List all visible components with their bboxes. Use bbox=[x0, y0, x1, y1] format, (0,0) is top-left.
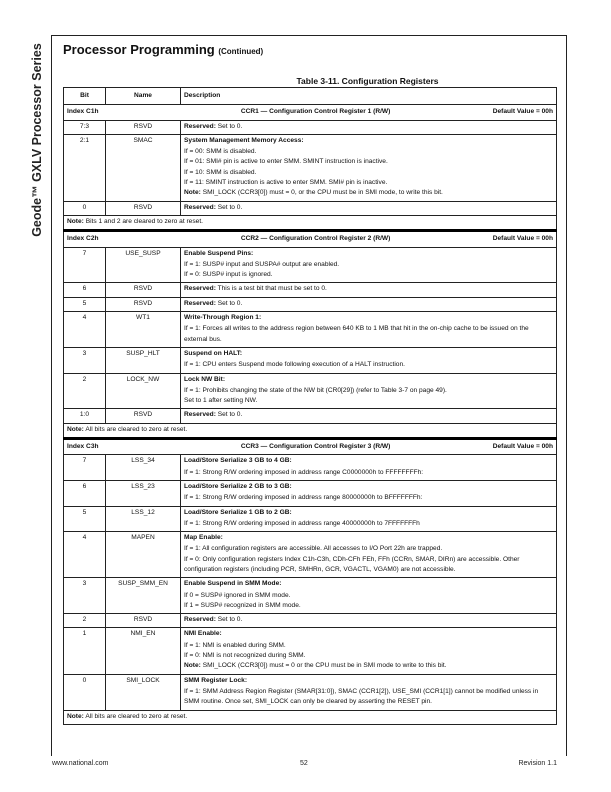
table-row bbox=[64, 347, 557, 373]
description-cell bbox=[181, 120, 557, 134]
description-title: NMI Enable: bbox=[184, 630, 222, 638]
description-text: If = 1: All configuration registers are accessible. All accesses to I/O Port 22h are trapped. bbox=[184, 545, 443, 553]
table-row bbox=[64, 455, 557, 481]
note-cell bbox=[64, 215, 557, 230]
bit-cell: 3 bbox=[64, 578, 106, 614]
footer-website: www.national.com bbox=[52, 760, 109, 767]
description-line bbox=[184, 555, 553, 576]
description-line bbox=[184, 147, 553, 157]
table-row bbox=[64, 201, 557, 215]
description-title: SMM Register Lock: bbox=[184, 676, 248, 684]
description-text: If = 1: Strong R/W ordering imposed in address range 80000000h to BFFFFFFFh: bbox=[184, 494, 423, 502]
description-line bbox=[184, 178, 553, 188]
description-heading bbox=[184, 249, 553, 260]
page-heading bbox=[63, 42, 263, 57]
bit-cell: 0 bbox=[64, 201, 106, 215]
description-text: If = 1: CPU enters Suspend mode following execution of a HALT instruction. bbox=[184, 361, 405, 369]
bit-cell: 6 bbox=[64, 480, 106, 506]
table-header-row bbox=[64, 88, 557, 105]
section-header-row bbox=[64, 231, 557, 247]
description-text: If = 0: NMI is not recognized during SMM. bbox=[184, 652, 306, 660]
name-cell: SMI_LOCK bbox=[106, 674, 181, 710]
register-title: CCR2 — Configuration Control Register 2 (R/W) bbox=[240, 235, 391, 243]
description-line bbox=[184, 324, 553, 345]
description-cell bbox=[181, 455, 557, 481]
description-line bbox=[184, 661, 553, 671]
name-cell: MAPEN bbox=[106, 532, 181, 578]
name-cell: LSS_12 bbox=[106, 506, 181, 532]
name-cell: WT1 bbox=[106, 312, 181, 348]
name-cell: RSVD bbox=[106, 201, 181, 215]
description-heading bbox=[184, 203, 553, 213]
description-heading bbox=[184, 313, 553, 324]
description-line bbox=[184, 519, 553, 529]
description-line bbox=[184, 651, 553, 661]
description-text: If = 1: Forces all writes to the address region between 640 KB to 1 MB that hit in the on-chip cache to be issued on the external bus. bbox=[184, 325, 529, 343]
note-label: Note: bbox=[184, 662, 201, 670]
name-cell: LSS_34 bbox=[106, 455, 181, 481]
description-text: If = 0: Only configuration registers Index C1h-C3h, CDh-CFh FEh, FFh (CCRn, SMAR, DIRn) are accessible. Other configuration registers (including PCR, SMHRn, GCR, VGACTL, VGAM0) are not accessible. bbox=[184, 555, 520, 573]
note-text: All bits are cleared to zero at reset. bbox=[83, 712, 188, 720]
description-title: Reserved: bbox=[184, 616, 216, 624]
description-heading bbox=[184, 579, 553, 590]
description-line bbox=[184, 157, 553, 167]
table-row bbox=[64, 409, 557, 423]
description-title: Enable Suspend in SMM Mode: bbox=[184, 580, 282, 588]
register-title: CCR3 — Configuration Control Register 3 (R/W) bbox=[240, 443, 391, 451]
name-cell: SUSP_HLT bbox=[106, 347, 181, 373]
note-row bbox=[64, 215, 557, 230]
description-cell bbox=[181, 373, 557, 409]
description-title: Write-Through Region 1: bbox=[184, 314, 262, 322]
description-cell bbox=[181, 480, 557, 506]
description-line bbox=[184, 270, 553, 280]
table-row bbox=[64, 628, 557, 674]
description-heading bbox=[184, 410, 553, 420]
note-cell bbox=[64, 423, 557, 438]
note-label: Note: bbox=[184, 189, 201, 197]
side-series-title: Geode™ GXLV Processor Series bbox=[30, 43, 44, 237]
description-heading bbox=[184, 122, 553, 132]
bit-cell: 7:3 bbox=[64, 120, 106, 134]
table-row bbox=[64, 120, 557, 134]
description-inline: Set to 0. bbox=[215, 411, 243, 419]
description-cell bbox=[181, 312, 557, 348]
note-label: Note: bbox=[67, 217, 84, 225]
col-description: Description bbox=[181, 88, 557, 105]
bit-cell: 4 bbox=[64, 532, 106, 578]
description-title: Reserved: bbox=[184, 122, 216, 130]
description-heading bbox=[184, 136, 553, 147]
name-cell: SMAC bbox=[106, 134, 181, 201]
description-cell bbox=[181, 674, 557, 710]
table-row bbox=[64, 134, 557, 201]
table-row bbox=[64, 674, 557, 710]
description-inline: Set to 0. bbox=[215, 203, 243, 211]
bit-cell: 7 bbox=[64, 247, 106, 283]
name-cell: USE_SUSP bbox=[106, 247, 181, 283]
description-line bbox=[184, 687, 553, 708]
description-title: Reserved: bbox=[184, 299, 216, 307]
heading-continued: (Continued) bbox=[218, 47, 264, 56]
description-text: If = 1: Strong R/W ordering imposed in address range 40000000h to 7FFFFFFFh bbox=[184, 519, 420, 527]
description-line bbox=[184, 468, 553, 478]
name-cell: RSVD bbox=[106, 614, 181, 628]
table-row bbox=[64, 283, 557, 297]
register-default-value: Default Value = 00h bbox=[492, 108, 553, 116]
description-heading bbox=[184, 615, 553, 625]
description-line bbox=[184, 360, 553, 370]
description-line bbox=[184, 493, 553, 503]
description-inline: Set to 0. bbox=[215, 616, 243, 624]
footer-revision: Revision 1.1 bbox=[518, 760, 557, 767]
table-row bbox=[64, 506, 557, 532]
bit-cell: 5 bbox=[64, 506, 106, 532]
register-index: Index C1h bbox=[67, 108, 99, 116]
description-cell bbox=[181, 409, 557, 423]
register-index: Index C2h bbox=[67, 235, 99, 243]
table-row bbox=[64, 480, 557, 506]
section-header-content bbox=[67, 234, 553, 244]
description-heading bbox=[184, 533, 553, 544]
name-cell: LSS_23 bbox=[106, 480, 181, 506]
description-title: Reserved: bbox=[184, 411, 216, 419]
register-title: CCR1 — Configuration Control Register 1 (R/W) bbox=[240, 108, 391, 116]
table-row bbox=[64, 247, 557, 283]
description-text: If = 1: SUSP# input and SUSPA# output are enabled. bbox=[184, 260, 340, 268]
description-cell bbox=[181, 347, 557, 373]
section-header-row bbox=[64, 105, 557, 120]
bit-cell: 0 bbox=[64, 674, 106, 710]
bit-cell: 7 bbox=[64, 455, 106, 481]
name-cell: RSVD bbox=[106, 297, 181, 311]
note-row bbox=[64, 710, 557, 724]
description-heading bbox=[184, 375, 553, 386]
description-cell bbox=[181, 578, 557, 614]
description-heading bbox=[184, 284, 553, 294]
description-line bbox=[184, 188, 553, 198]
description-heading bbox=[184, 629, 553, 640]
bit-cell: 3 bbox=[64, 347, 106, 373]
description-title: Reserved: bbox=[184, 285, 216, 293]
description-line bbox=[184, 641, 553, 651]
description-cell bbox=[181, 247, 557, 283]
note-text: All bits are cleared to zero at reset. bbox=[83, 425, 188, 433]
description-text: If = 11: SMINT instruction is active to enter SMM. SMI# pin is inactive. bbox=[184, 179, 388, 187]
col-name: Name bbox=[106, 88, 181, 105]
table-row bbox=[64, 297, 557, 311]
description-heading bbox=[184, 299, 553, 309]
description-line bbox=[184, 260, 553, 270]
description-cell bbox=[181, 283, 557, 297]
description-text: If = 00: SMM is disabled. bbox=[184, 148, 257, 156]
description-text: Set to 1 after setting NW. bbox=[184, 397, 258, 405]
description-text: If = 10: SMM is disabled. bbox=[184, 168, 257, 176]
description-text: If 0 = SUSP# ignored in SMM mode. bbox=[184, 591, 291, 599]
name-cell: NMI_EN bbox=[106, 628, 181, 674]
note-text: Bits 1 and 2 are cleared to zero at reset. bbox=[83, 217, 203, 225]
bit-cell: 2 bbox=[64, 614, 106, 628]
description-title: Load/Store Serialize 1 GB to 2 GB: bbox=[184, 508, 292, 516]
table-row bbox=[64, 532, 557, 578]
description-line bbox=[184, 168, 553, 178]
bit-cell: 2 bbox=[64, 373, 106, 409]
bit-cell: 4 bbox=[64, 312, 106, 348]
table-title: Table 3-11. Configuration Registers bbox=[296, 76, 439, 86]
col-bit: Bit bbox=[64, 88, 106, 105]
description-title: Load/Store Serialize 2 GB to 3 GB: bbox=[184, 482, 292, 490]
description-title: System Management Memory Access: bbox=[184, 136, 304, 144]
description-text: If = 1: NMI is enabled during SMM. bbox=[184, 641, 286, 649]
description-cell bbox=[181, 532, 557, 578]
description-cell bbox=[181, 614, 557, 628]
table-row bbox=[64, 312, 557, 348]
description-cell bbox=[181, 134, 557, 201]
register-default-value: Default Value = 00h bbox=[492, 235, 553, 243]
description-heading bbox=[184, 482, 553, 493]
description-title: Map Enable: bbox=[184, 534, 223, 542]
footer-page-number: 52 bbox=[300, 760, 308, 767]
section-header bbox=[64, 231, 557, 247]
section-header-row bbox=[64, 439, 557, 455]
description-text: SMI_LOCK (CCR3[0]) must = 0, or the CPU must be in SMI mode, to write this bit. bbox=[200, 189, 443, 197]
description-line bbox=[184, 544, 553, 554]
description-heading bbox=[184, 508, 553, 519]
description-line bbox=[184, 396, 553, 406]
description-text: If = 1: SMM Address Region Register (SMAR[31:0]), SMAC (CCR1[2]), USE_SMI (CCR1[1]) cannot be modified unless in SMM routine. Once set, SMI_LOCK can only be cleared by asserting the RESET pin. bbox=[184, 687, 539, 706]
name-cell: RSVD bbox=[106, 120, 181, 134]
description-title: Enable Suspend Pins: bbox=[184, 249, 254, 257]
bit-cell: 1:0 bbox=[64, 409, 106, 423]
bit-cell: 6 bbox=[64, 283, 106, 297]
note-label: Note: bbox=[67, 712, 84, 720]
name-cell: RSVD bbox=[106, 409, 181, 423]
description-cell bbox=[181, 506, 557, 532]
description-text: If = 0: SUSP# input is ignored. bbox=[184, 271, 273, 279]
description-text: If = 1: Strong R/W ordering imposed in address range C0000000h to FFFFFFFFh: bbox=[184, 468, 424, 476]
description-cell bbox=[181, 201, 557, 215]
table-row bbox=[64, 578, 557, 614]
description-heading bbox=[184, 456, 553, 467]
description-inline: Set to 0. bbox=[215, 122, 243, 130]
register-index: Index C3h bbox=[67, 443, 99, 451]
description-heading bbox=[184, 676, 553, 687]
configuration-registers-table bbox=[63, 87, 557, 725]
description-text: If 1 = SUSP# recognized in SMM mode. bbox=[184, 601, 301, 609]
note-row bbox=[64, 423, 557, 438]
description-title: Load/Store Serialize 3 GB to 4 GB: bbox=[184, 457, 292, 465]
description-line bbox=[184, 601, 553, 611]
description-title: Reserved: bbox=[184, 203, 216, 211]
bit-cell: 5 bbox=[64, 297, 106, 311]
description-cell bbox=[181, 297, 557, 311]
section-header-content bbox=[67, 107, 553, 117]
bit-cell: 1 bbox=[64, 628, 106, 674]
description-text: If = 1: Prohibits changing the state of the NW bit (CR0[29]) (refer to Table 3-7 on page 49). bbox=[184, 386, 447, 394]
bit-cell: 2:1 bbox=[64, 134, 106, 201]
section-header-content bbox=[67, 442, 553, 452]
heading-title: Processor Programming bbox=[63, 42, 215, 57]
description-line bbox=[184, 386, 553, 396]
section-header bbox=[64, 439, 557, 455]
description-line bbox=[184, 591, 553, 601]
description-title: Lock NW Bit: bbox=[184, 375, 226, 383]
name-cell: LOCK_NW bbox=[106, 373, 181, 409]
name-cell: RSVD bbox=[106, 283, 181, 297]
description-cell bbox=[181, 628, 557, 674]
description-heading bbox=[184, 349, 553, 360]
description-text: If = 01: SMI# pin is active to enter SMM. SMINT instruction is inactive. bbox=[184, 158, 388, 166]
table-row bbox=[64, 614, 557, 628]
description-title: Suspend on HALT: bbox=[184, 349, 243, 357]
table-row bbox=[64, 373, 557, 409]
description-text: SMI_LOCK (CCR3[0]) must = 0 or the CPU must be in SMI mode to write to this bit. bbox=[200, 662, 447, 670]
name-cell: SUSP_SMM_EN bbox=[106, 578, 181, 614]
description-inline: This is a test bit that must be set to 0. bbox=[215, 285, 327, 293]
note-label: Note: bbox=[67, 425, 84, 433]
note-cell bbox=[64, 710, 557, 724]
description-inline: Set to 0. bbox=[215, 299, 243, 307]
section-header bbox=[64, 105, 557, 120]
register-default-value: Default Value = 00h bbox=[492, 443, 553, 451]
